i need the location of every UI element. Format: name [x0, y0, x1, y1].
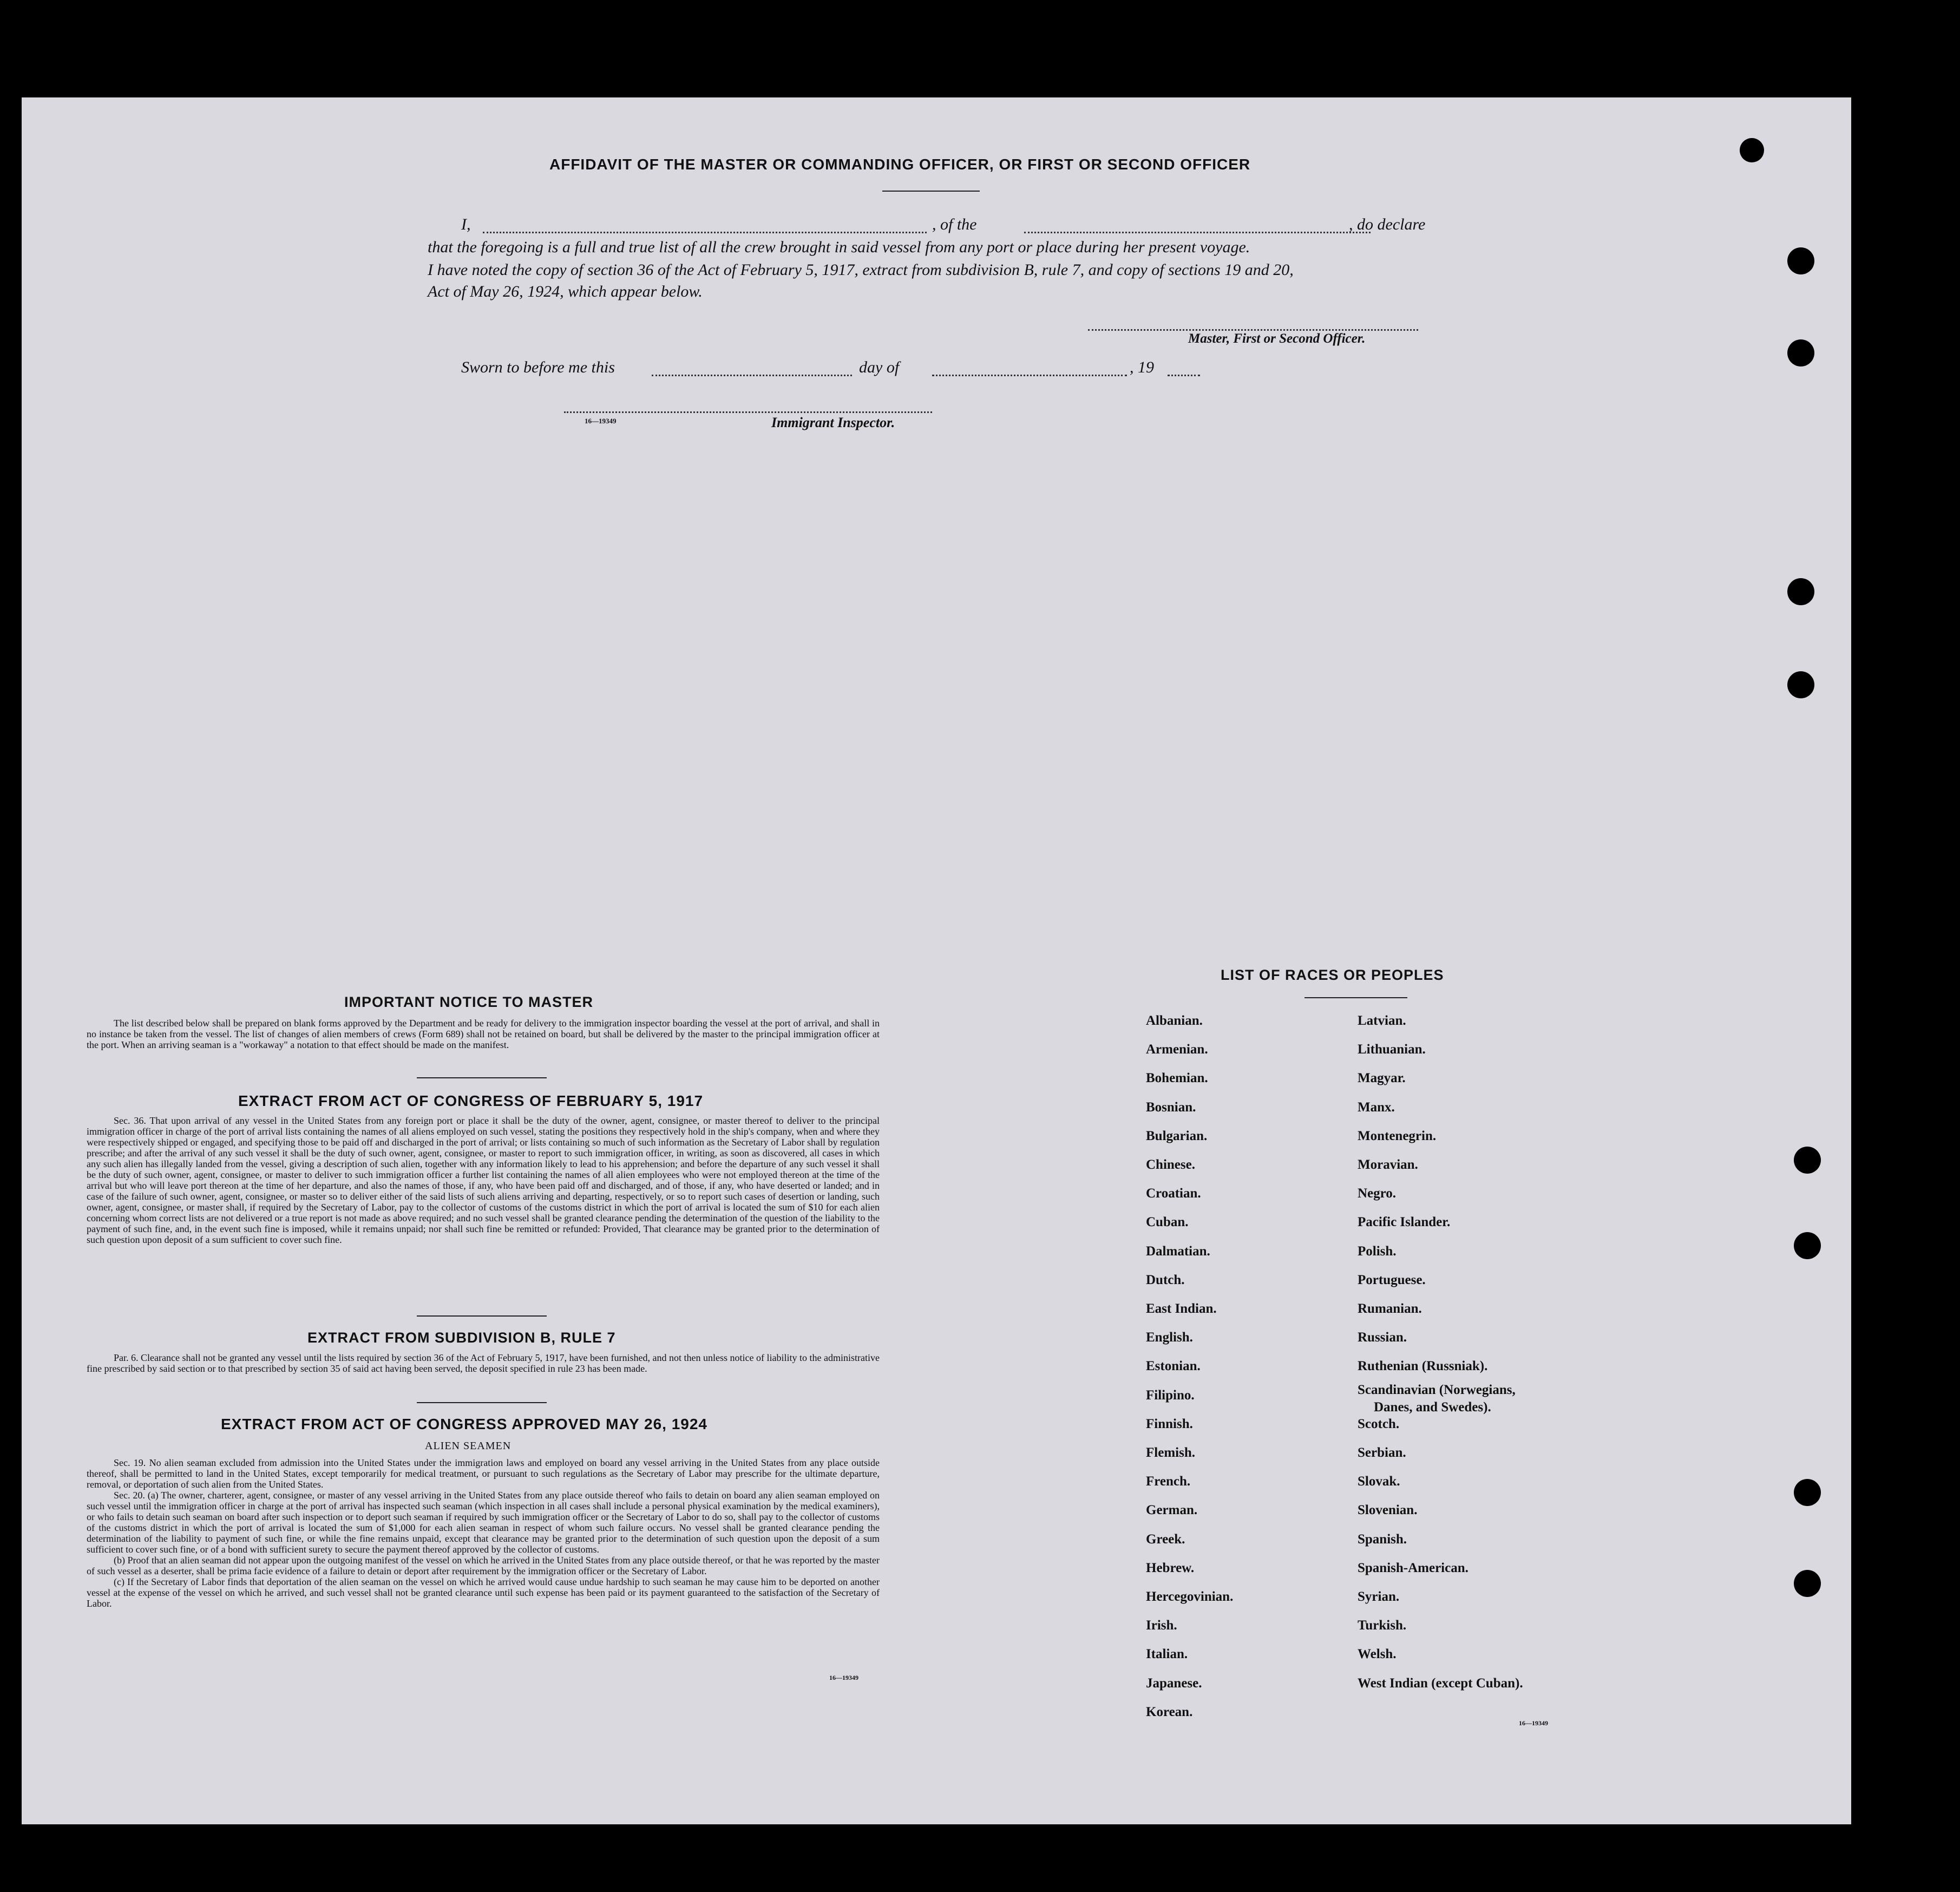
race-item: West Indian (except Cuban). [1358, 1675, 1523, 1691]
vessel-label: , of the [932, 215, 977, 233]
punch-hole [1794, 1232, 1821, 1259]
extract-rule7-title: EXTRACT FROM SUBDIVISION B, RULE 7 [307, 1330, 616, 1346]
extract-1917-text: Sec. 36. That upon arrival of any vessel in the United States from any foreign port or place it shall be the duty of the owner, agent, consignee, or master thereof to deliver to the principal immigration officer in charge of the port of arrival lists containing the names of all aliens employed on such vessel, stating the positions they respectively hold in the ship's company, when and where they were respectively shipped or engaged, and specifying those to be paid off and discharged in the port of arrival; or lists containing so much of such information as the Secretary of Labor shall by regulation prescribe; and after the arrival of any such vessel it shall be the duty of such owner, agent, consignee, or master to report to such immigration officer, in writing, as soon as discovered, all cases in which any such alien has illegally landed from the vessel, giving a description of such alien, together with any information likely to lead to his apprehension; and before the departure of any such vessel it shall be the duty of such owner, agent, consignee, or master to deliver to such immigration officer a further list containing the names of all alien employees who were not employed thereon at the time of the arrival but who will leave port thereon at the time of her departure, and also the names of those, if any, who have been paid off and discharged, and of those, if any, who have deserted or landed; and in case of the failure of such owner, agent, consignee, or master so to deliver either of the said lists of such aliens arriving and departing, respectively, or so to report such cases of desertion or landing, such owner, agent, consignee, or master shall, if required by the Secretary of Labor, pay to the collector of customs of the customs district in which the port of arrival is located the sum of $10 for each alien concerning whom correct lists are not delivered or a true report is not made as above required; and no such vessel shall be granted clearance pending the determination of the question of the liability to the payment of such fine, and, in the event such fine is imposed, while it remains unpaid; nor shall such fine be remitted or refunded: Provided, That clearance may be granted prior to the determination of such question upon deposit of a sum sufficient to cover such fine. [87, 1115, 880, 1245]
signature-field[interactable] [1088, 329, 1418, 331]
race-item: Russian. [1358, 1330, 1407, 1345]
race-item: Dutch. [1146, 1272, 1185, 1287]
form-number: 16—19349 [585, 417, 617, 425]
race-item: Ruthenian (Russniak). [1358, 1359, 1488, 1374]
race-item: Spanish-American. [1358, 1560, 1469, 1575]
race-item: Armenian. [1146, 1042, 1208, 1057]
punch-hole [1787, 339, 1814, 366]
punch-hole [1794, 1147, 1821, 1174]
race-item: Moravian. [1358, 1157, 1418, 1172]
race-item: East Indian. [1146, 1301, 1217, 1316]
extract-1924-title: EXTRACT FROM ACT OF CONGRESS APPROVED MAY 26, 1924 [221, 1416, 707, 1432]
vessel-name-field[interactable] [1024, 232, 1371, 233]
race-item: Bosnian. [1146, 1099, 1196, 1115]
section-rule [417, 1077, 547, 1078]
race-item: Filipino. [1146, 1387, 1195, 1403]
extract-rule7-text: Par. 6. Clearance shall not be granted any vessel until the lists required by section 36 of the Act of February 5, 1917, have been furnished, and not then unless notice of liability to the administrative fine prescribed by said section or to that prescribed by section 35 of said act having been served, the deposit specified in rule 23 has been made. [87, 1352, 880, 1374]
race-item: Italian. [1146, 1647, 1188, 1662]
extract-form-number: 16—19349 [829, 1674, 858, 1681]
race-item: Dalmatian. [1146, 1243, 1210, 1259]
inspector-signature-field[interactable] [564, 411, 932, 413]
extract-1924-body [87, 1457, 880, 1609]
year-label: , 19 [1130, 358, 1154, 376]
sec-20a-text: Sec. 20. (a) The owner, charterer, agent, consignee, or master of any vessel arriving in the United States from any place outside thereof who fails to detain on board any alien seaman employed on such vessel until the immigration officer in charge at the port of arrival has inspected such seaman (which inspection in all cases shall include a personal physical examination by the medical examiners), or who fails to detain such seaman on board after such inspection or to deport such seaman if required by such immigration officer or the Secretary of Labor to do so, shall pay to the collector of customs of the customs district in which the port of arrival is located the sum of $1,000 for each alien seaman in respect of whom such failure occurs. No vessel shall be granted clearance pending the determination of the liability to payment of such fine, or while the fine remains unpaid, except that clearance may be granted prior to the determination of such question upon the deposit of a sum sufficient to cover such fine, or of a bond with sufficient surety to secure the payment thereof approved by the collector of customs. [87, 1490, 880, 1555]
race-item: German. [1146, 1503, 1198, 1518]
race-item: Albanian. [1146, 1013, 1203, 1028]
race-item: Syrian. [1358, 1589, 1400, 1604]
sec-20c-text: (c) If the Secretary of Labor finds that deportation of the alien seaman on the vessel on which he arrived would cause undue hardship to such seaman he may cause him to be deported on another vessel at the expense of the vessel on which he arrived, and such vessel shall not be granted clearance until such expense has been paid or its payment guaranteed to the satisfaction of the Secretary of Labor. [87, 1576, 880, 1609]
race-item: Rumanian. [1358, 1301, 1422, 1316]
affidavit-title: AFFIDAVIT OF THE MASTER OR COMMANDING OFFICER, OR FIRST OR SECOND OFFICER [549, 156, 1251, 173]
notice-title: IMPORTANT NOTICE TO MASTER [344, 994, 593, 1010]
race-item: Irish. [1146, 1618, 1177, 1633]
punch-hole [1794, 1570, 1821, 1597]
race-item: Spanish. [1358, 1531, 1407, 1547]
declaration-line-1 [461, 215, 1441, 234]
race-item: Chinese. [1146, 1157, 1195, 1172]
race-item: English. [1146, 1330, 1193, 1345]
race-item: Danes, and Swedes). [1374, 1399, 1491, 1415]
race-item: Hebrew. [1146, 1560, 1195, 1575]
sec-20b-text: (b) Proof that an alien seaman did not appear upon the outgoing manifest of the vessel on which he arrived in the United States from any place outside thereof, or that he was reported by the master of such vessel as a deserter, shall be prima facie evidence of a failure to detain or deport after requirement by the immigration officer or the Secretary of Labor. [87, 1555, 880, 1576]
race-item: Portuguese. [1358, 1272, 1426, 1287]
sworn-year-field[interactable] [1168, 375, 1200, 376]
punch-hole [1787, 671, 1814, 698]
race-item: Greek. [1146, 1531, 1185, 1547]
race-item: Pacific Islander. [1358, 1215, 1451, 1230]
punch-hole [1787, 247, 1814, 274]
races-form-number: 16—19349 [1519, 1719, 1548, 1727]
race-item: Flemish. [1146, 1445, 1195, 1460]
inspector-label: Immigrant Inspector. [771, 415, 895, 430]
race-item: Magyar. [1358, 1071, 1406, 1086]
race-item: Turkish. [1358, 1618, 1407, 1633]
declarant-label: I, [461, 215, 471, 233]
sec-19-text: Sec. 19. No alien seaman excluded from admission into the United States under the immigration laws and employed on board any vessel arriving in the United States from any place outside thereof, shall be permitted to land in the United States, except temporarily for medical treatment, or pursuant to such regulations as the Secretary of Labor may prescribe for the ultimate departure, removal, or deportation of such alien from the United States. [87, 1457, 880, 1490]
race-item: Welsh. [1358, 1647, 1397, 1662]
declaration-line-2: that the foregoing is a full and true list of all the crew brought in said vessel from any port or place during her present voyage. [428, 238, 1250, 256]
race-item: Negro. [1358, 1186, 1397, 1201]
race-item: Montenegrin. [1358, 1128, 1437, 1143]
race-item: Bohemian. [1146, 1071, 1208, 1086]
race-item: Scotch. [1358, 1416, 1400, 1431]
declaration-line-3: I have noted the copy of section 36 of the Act of February 5, 1917, extract from subdivision B, rule 7, and copy of sections 19 and 20, [428, 261, 1294, 279]
race-item: Estonian. [1146, 1359, 1201, 1374]
signature-label: Master, First or Second Officer. [1188, 331, 1366, 346]
races-title-rule [1305, 997, 1407, 998]
declarant-name-field[interactable] [483, 232, 927, 233]
declare-label: , do declare [1349, 215, 1426, 233]
race-item: Cuban. [1146, 1215, 1189, 1230]
notice-text: The list described below shall be prepared on blank forms approved by the Department and be ready for delivery to the immigration inspector boarding the vessel at the port of arrival, and shall in no instance be taken from the vessel. The list of changes of alien members of crews (Form 689) shall not be retained on board, but shall be delivered by the master to the principal immigration officer at the port. When an arriving seaman is a "workaway" a notation to that effect should be made on the manifest. [87, 1018, 880, 1050]
race-item: Croatian. [1146, 1186, 1201, 1201]
extract-1924-subtitle: ALIEN SEAMEN [425, 1440, 512, 1452]
race-item: Manx. [1358, 1099, 1395, 1115]
race-item: Slovenian. [1358, 1503, 1418, 1518]
race-item: Latvian. [1358, 1013, 1406, 1028]
race-item: Bulgarian. [1146, 1128, 1208, 1143]
race-item: Japanese. [1146, 1675, 1202, 1691]
race-item: Scandinavian (Norwegians, [1358, 1382, 1516, 1397]
sworn-label: Sworn to before me this [461, 358, 615, 376]
day-of-label: day of [859, 358, 900, 376]
race-item: French. [1146, 1474, 1191, 1489]
section-rule [417, 1315, 547, 1317]
race-item: Finnish. [1146, 1416, 1193, 1431]
race-item: Hercegovinian. [1146, 1589, 1234, 1604]
sworn-line [461, 358, 1219, 377]
sworn-day-field[interactable] [652, 375, 852, 376]
punch-hole [1787, 578, 1814, 605]
sworn-month-field[interactable] [932, 375, 1127, 376]
race-item: Slovak. [1358, 1474, 1400, 1489]
race-item: Serbian. [1358, 1445, 1406, 1460]
punch-hole [1794, 1479, 1821, 1506]
races-title: LIST OF RACES OR PEOPLES [1221, 967, 1444, 983]
declaration-line-4: Act of May 26, 1924, which appear below. [428, 283, 703, 300]
race-item: Polish. [1358, 1243, 1397, 1259]
race-item: Korean. [1146, 1704, 1193, 1719]
extract-1917-title: EXTRACT FROM ACT OF CONGRESS OF FEBRUARY 5, 1917 [238, 1092, 704, 1109]
punch-hole [1740, 138, 1764, 162]
race-item: Lithuanian. [1358, 1042, 1426, 1057]
title-rule [882, 191, 980, 192]
section-rule [417, 1402, 547, 1403]
